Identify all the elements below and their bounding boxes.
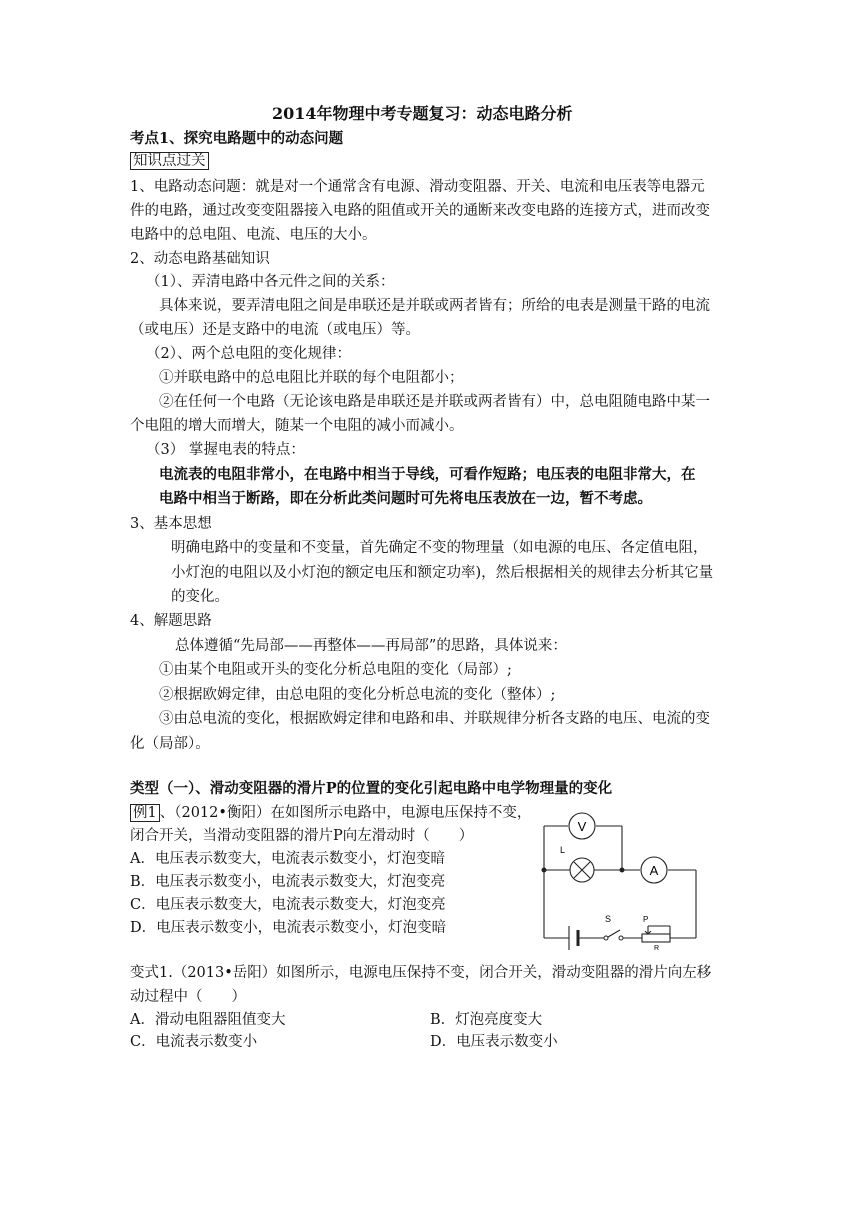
switch-label: S — [605, 914, 612, 924]
point1-heading: 考点1、探究电路题中的动态问题 — [130, 130, 344, 147]
sec2-sub1: （1）、弄清电路中各元件之间的关系： — [146, 274, 395, 290]
sec2-sub3-bold2: 电路中相当于断路，即在分析此类问题时可先将电压表放在一边，暂不考虑。 — [159, 490, 652, 507]
junction-dot-right — [620, 868, 625, 873]
resistor-label: R — [654, 945, 660, 952]
example1-stem-line2: 闭合开关，当滑动变阻器的滑片P向左滑动时（ ） — [130, 828, 474, 844]
example1-option-b: B．电压表示数变小，电流表示数变大，灯泡变亮 — [130, 874, 446, 890]
sec3-line2: 小灯泡的电阻以及小灯泡的额定电压和额定功率)，然后根据相关的规律去分析其它量 — [171, 565, 714, 581]
lamp-icon — [570, 858, 594, 882]
sec1-line1: 1、电路动态问题：就是对一个通常含有电源、滑动变阻器、开关、电流和电压表等电器元 — [130, 179, 705, 195]
slide-rheostat-icon — [642, 926, 670, 942]
example1-option-d: D．电压表示数变小，电流表示数变小，灯泡变暗 — [130, 920, 447, 936]
sec4-item-b: ②根据欧姆定律，由总电阻的变化分析总电流的变化（整体）; — [159, 687, 556, 703]
example1-stem-line1 — [130, 803, 531, 823]
variant1-stem-line2: 动过程中（ ） — [130, 989, 246, 1005]
knowledge-tag-label: 知识点过关 — [130, 152, 209, 170]
lamp-label: L — [560, 845, 566, 855]
sec2-sub3-bold1: 电流表的电阻非常小，在电路中相当于导线，可看作短路；电压表的电阻非常大，在 — [159, 466, 696, 483]
page-title: 2014年物理中考专题复习：动态电路分析 — [272, 104, 573, 123]
sec4-item-a: ①由某个电阻或开头的变化分析总电阻的变化（局部）; — [159, 662, 512, 678]
junction-dot-left — [542, 868, 547, 873]
sec4-heading: 4、解题思路 — [130, 613, 212, 629]
sec2-sub3: （3） 掌握电表的特点： — [146, 442, 305, 458]
sec2-sub2-item-b1: ②在任何一个电路（无论该电路是串联还是并联或两者皆有）中，总电阻随电路中某一 — [159, 394, 710, 410]
type1-heading: 类型（一）、滑动变阻器的滑片P的位置的变化引起电路中电学物理量的变化 — [130, 780, 613, 797]
sec4-item-c1: ③由总电流的变化，根据欧姆定律和电路和串、并联规律分析各支路的电压、电流的变 — [159, 711, 710, 727]
sec2-sub2-item-b2: 个电阻的增大而增大，随某一个电阻的减小而减小。 — [130, 418, 464, 434]
variant1-option-c: C．电流表示数变小 — [130, 1034, 258, 1050]
switch-icon — [604, 930, 623, 940]
example1-tag: 例1 — [130, 804, 160, 822]
sec3-heading: 3、基本思想 — [130, 516, 212, 532]
variant1-option-a: A．滑动电阻器阻值变大 — [130, 1012, 286, 1028]
ammeter-label: A — [649, 863, 659, 878]
slider-label: P — [643, 915, 649, 924]
sec1-line3: 电路中的总电阻、电流、电压的大小。 — [130, 227, 377, 243]
sec1-line2: 件的电路，通过改变变阻器接入电路的阻值或开关的通断来改变电路的连接方式，进而改变 — [130, 203, 710, 219]
sec4-item-c2: 化（局部）。 — [130, 736, 210, 752]
variant1-option-d: D．电压表示数变小 — [430, 1034, 558, 1050]
sec2-heading: 2、动态电路基础知识 — [130, 251, 270, 267]
sec2-sub2: （2）、两个总电阻的变化规律： — [146, 346, 351, 362]
circuit-diagram — [532, 812, 712, 952]
variant1-option-b: B．灯泡亮度变大 — [430, 1012, 543, 1028]
sec3-line1: 明确电路中的变量和不变量，首先确定不变的物理量（如电源的电压、各定值电阻， — [171, 540, 708, 556]
sec2-sub1-line1: 具体来说，要弄清电阻之间是串联还是并联或两者皆有；所给的电表是测量干路的电流 — [159, 298, 710, 314]
sec2-sub2-item-a: ①并联电路中的总电阻比并联的每个电阻都小； — [159, 370, 464, 386]
knowledge-tag — [130, 151, 209, 171]
sec2-sub1-line2: （或电压）还是支路中的电流（或电压）等。 — [130, 322, 420, 338]
variant1-stem-line1: 变式1.（2013•岳阳）如图所示，电源电压保持不变，闭合开关，滑动变阻器的滑片向左移 — [130, 965, 712, 981]
voltmeter-label: V — [577, 819, 587, 834]
example1-option-c: C．电压表示数变大，电流表示数变大，灯泡变亮 — [130, 897, 446, 913]
example1-stem-text: 、（2012•衡阳）在如图所示电路中，电源电压保持不变， — [159, 805, 532, 821]
battery-icon — [569, 926, 578, 950]
sec4-line1: 总体遵循“先局部——再整体——再局部”的思路，具体说来： — [175, 638, 567, 654]
sec3-line3: 的变化。 — [171, 589, 229, 605]
example1-option-a: A．电压表示数变大，电流表示数变小，灯泡变暗 — [130, 851, 445, 867]
